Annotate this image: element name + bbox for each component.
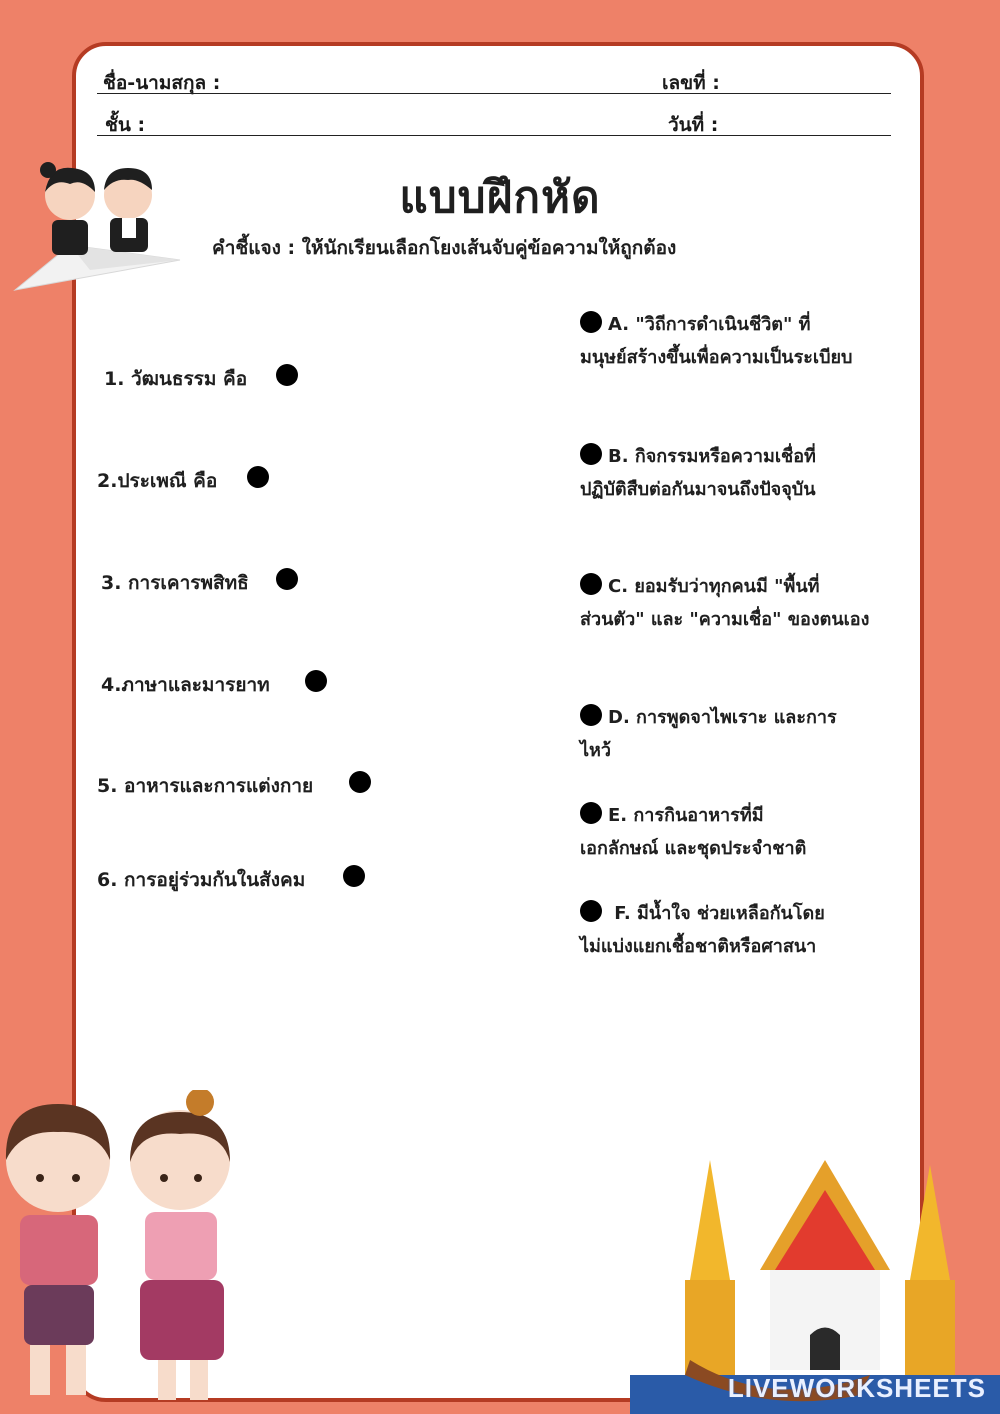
- number-label: เลขที่ :: [662, 72, 720, 94]
- answer-c-match-dot[interactable]: [580, 573, 602, 595]
- liveworksheets-watermark: LIVEWORKSHEETS: [727, 1373, 986, 1403]
- question-6-match-dot[interactable]: [343, 865, 365, 887]
- answer-c-line1: C. ยอมรับว่าทุกคนมี "พื้นที่: [608, 576, 820, 597]
- question-2: 2.ประเพณี คือ: [97, 470, 218, 492]
- answer-d-rest: ไหว้: [580, 740, 612, 761]
- question-1: 1. วัฒนธรรม คือ: [104, 368, 248, 390]
- answer-e-match-dot[interactable]: [580, 802, 602, 824]
- answer-f: [580, 897, 880, 963]
- question-4-match-dot[interactable]: [305, 670, 327, 692]
- answer-a-match-dot[interactable]: [580, 311, 602, 333]
- answer-a-rest: มนุษย์สร้างขึ้นเพื่อความเป็นระเบียบ: [580, 347, 853, 368]
- thai-children-illustration: [0, 1090, 255, 1410]
- question-4: 4.ภาษาและมารยาท: [101, 674, 270, 696]
- name-underline: [97, 93, 891, 94]
- kids-paper-plane-illustration: [10, 150, 185, 300]
- answer-b: [580, 440, 880, 506]
- answer-c-rest: ส่วนตัว" และ "ความเชื่อ" ของตนเอง: [580, 609, 870, 630]
- question-6: 6. การอยู่ร่วมกันในสังคม: [97, 869, 306, 891]
- answer-d-match-dot[interactable]: [580, 704, 602, 726]
- answer-b-rest: ปฏิบัติสืบต่อกันมาจนถึงปัจจุบัน: [580, 479, 816, 500]
- answer-c: [580, 570, 880, 636]
- question-5-match-dot[interactable]: [349, 771, 371, 793]
- class-underline: [97, 135, 891, 136]
- answer-e: [580, 799, 880, 865]
- answer-f-match-dot[interactable]: [580, 900, 602, 922]
- answer-d-line1: D. การพูดจาไพเราะ และการ: [608, 707, 837, 728]
- question-3: 3. การเคารพสิทธิ: [101, 572, 249, 594]
- question-5: 5. อาหารและการแต่งกาย: [97, 775, 314, 797]
- answer-d: [580, 701, 880, 767]
- date-label: วันที่ :: [668, 114, 719, 136]
- question-3-match-dot[interactable]: [276, 568, 298, 590]
- answer-f-rest: ไม่แบ่งแยกเชื้อชาติหรือศาสนา: [580, 936, 817, 957]
- answer-e-rest: เอกลักษณ์ และชุดประจำชาติ: [580, 838, 807, 859]
- answer-a-line1: A. "วิถีการดำเนินชีวิต" ที่: [608, 314, 811, 335]
- name-label: ชื่อ-นามสกุล :: [103, 72, 221, 94]
- instruction-text: คำชี้แจง : ให้นักเรียนเลือกโยงเส้นจับคู่ข้อความให้ถูกต้อง: [212, 237, 677, 259]
- answer-a: [580, 308, 880, 374]
- answer-e-line1: E. การกินอาหารที่มี: [608, 805, 764, 826]
- page-title: แบบฝึกหัด: [399, 172, 601, 223]
- question-1-match-dot[interactable]: [276, 364, 298, 386]
- class-label: ชั้น :: [105, 114, 146, 136]
- answer-b-line1: B. กิจกรรมหรือความเชื่อที่: [608, 446, 816, 467]
- question-2-match-dot[interactable]: [247, 466, 269, 488]
- answer-f-line1: F. มีน้ำใจ ช่วยเหลือกันโดย: [608, 903, 825, 924]
- answer-b-match-dot[interactable]: [580, 443, 602, 465]
